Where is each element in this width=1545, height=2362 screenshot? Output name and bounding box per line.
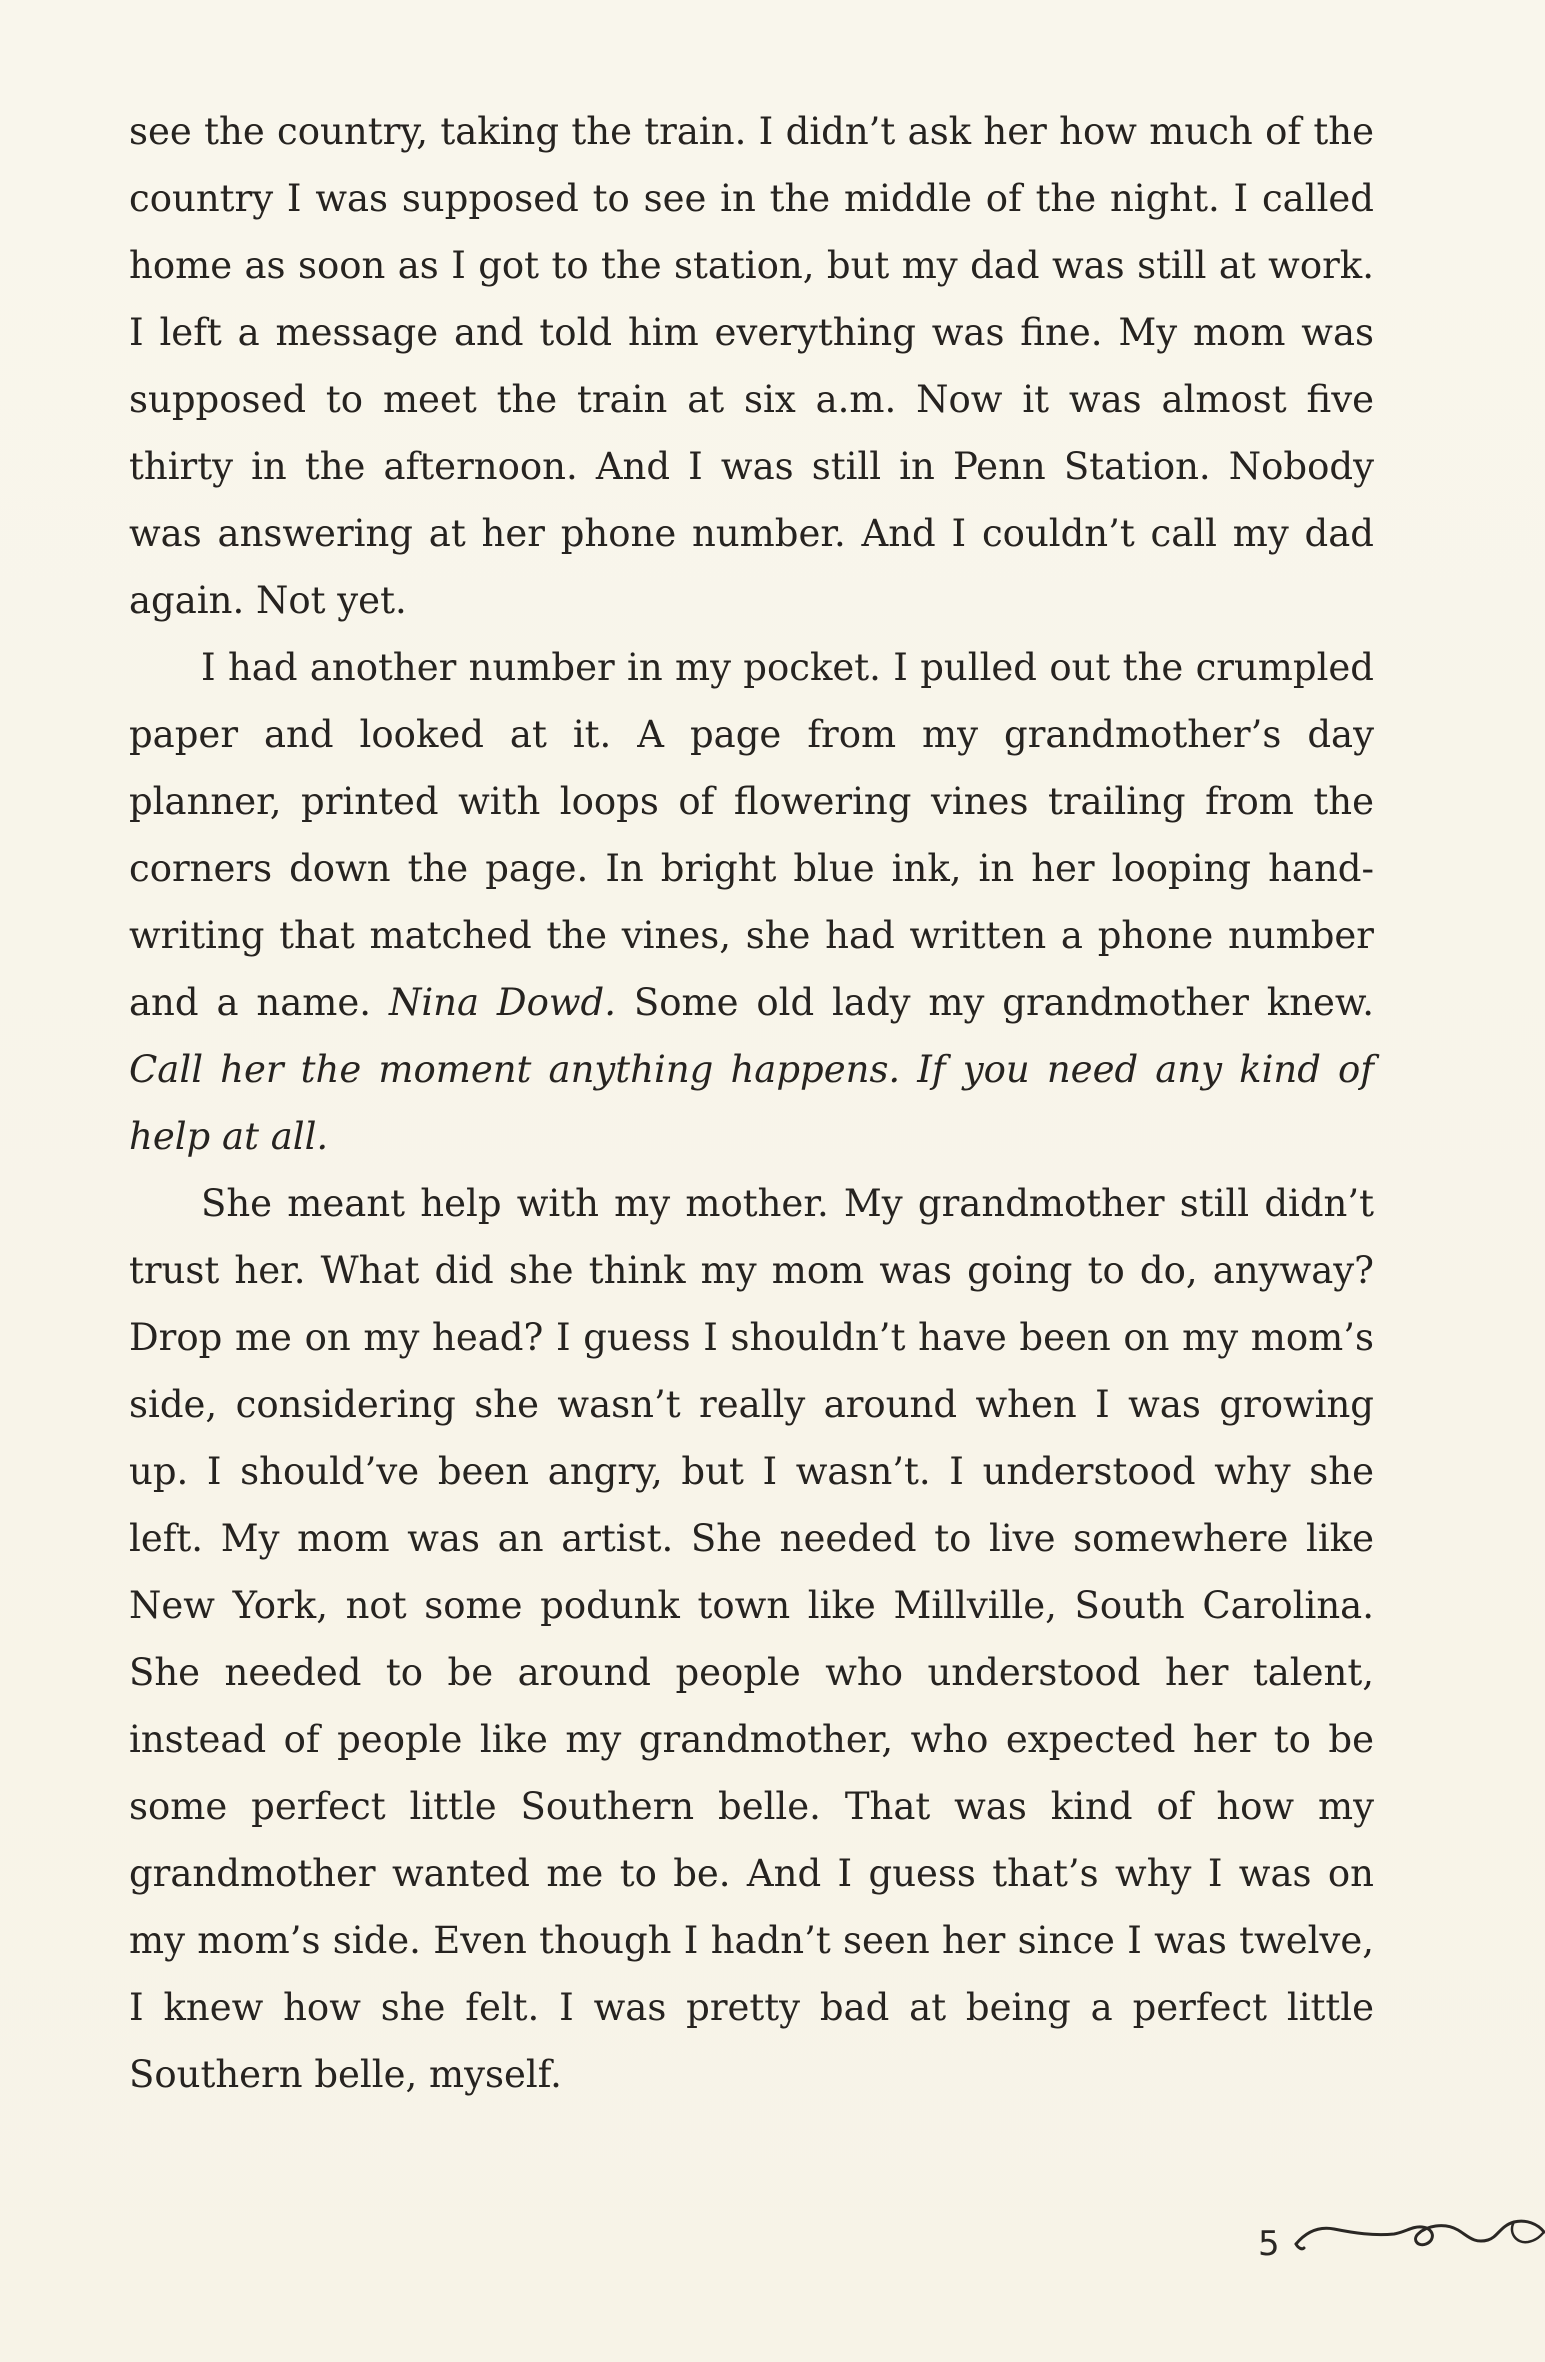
- paragraph: [129, 634, 1374, 1170]
- flourish-icon: [1294, 2196, 1545, 2276]
- body-text: [129, 98, 1374, 2108]
- text-run: Some old lady my grandmother knew.: [615, 981, 1374, 1024]
- text-run: see the country, taking the train. I didn’t ask her how much of the country I was supposed to see in the middle of the night. I called home as soon as I got to the station, but my dad was still at work. I left a message and told him everything was fine. My mom was supposed to meet the train at six a.m. Now it was almost five thirty in the afternoon. And I was still in Penn Station. Nobody was answering at her phone number. And I couldn’t call my dad again. Not yet.: [129, 110, 1374, 622]
- text-run: I had another number in my pocket. I pulled out the crumpled paper and looked at it. A page from my grandmother’s day planner, printed with loops of flowering vines trailing from the corners down the page. In bright blue ink, in her looping handwriting that matched the vines, she had written a phone number and a name.: [129, 646, 1374, 1024]
- italic-text: Call her the moment anything happens. If you need any kind of help at all.: [129, 1048, 1374, 1158]
- italic-text: Nina Dowd.: [388, 981, 616, 1024]
- paragraph: [129, 98, 1374, 634]
- page-number: 5: [1258, 2224, 1280, 2264]
- paragraph: [129, 1170, 1374, 2108]
- text-run: She meant help with my mother. My grandmother still didn’t trust her. What did she think my mom was going to do, anyway? Drop me on my head? I guess I shouldn’t have been on my mom’s side, considering she wasn’t really around when I was growing up. I should’ve been angry, but I wasn’t. I understood why she left. My mom was an artist. She needed to live somewhere like New York, not some podunk town like Millville, South Carolina. She needed to be around people who understood her talent, instead of people like my grandmother, who expected her to be some perfect little Southern belle. That was kind of how my grandmother wanted me to be. And I guess that’s why I was on my mom’s side. Even though I hadn’t seen her since I was twelve, I knew how she felt. I was pretty bad at being a perfect little Southern belle, myself.: [129, 1182, 1374, 2096]
